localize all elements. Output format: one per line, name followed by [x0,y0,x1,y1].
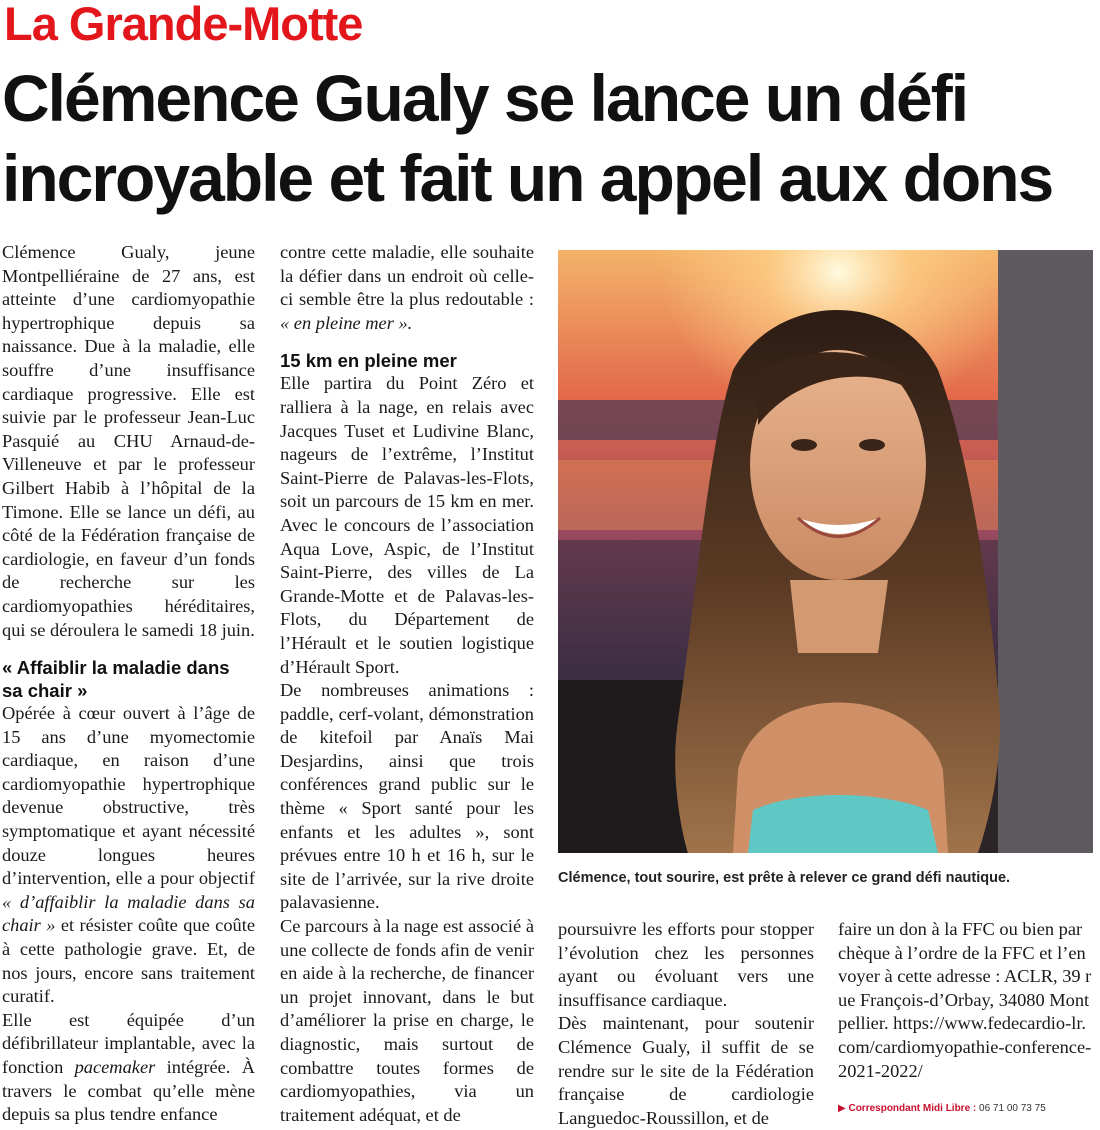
paragraph: Dès maintenant, pour soutenir Clémence Gualy, il suffit de se rendre sur le site de la Fédération française de cardiologie Languedoc-Roussillon, et de [558,1013,814,1128]
paragraph: Ce parcours à la nage est associé à une collecte de fonds afin de venir en aide à la recherche, de financer un projet innovant, dans le but d’améliorer la prise en charge, le diagnostic, mais surtout de combattre toutes formes de cardiomyopathies, via un traitement adéquat, et de [280,916,534,1125]
column-2 [280,241,534,1127]
paragraph: Clémence Gualy, jeune Montpelliéraine de 27 ans, est atteinte d’une cardiomyopathie hypertrophique depuis sa naissance. Due à la maladie, elle souffre d’une insuffisance cardiaque progressive. Elle est suivie par le professeur Jean-Luc Pasquié au CHU Arnaud-de-Villeneuve et par le professeur Gilbert Habib à l’hôpital de la Timone. Elle se lance un défi, au côté de la Fédération française de cardiologie, en faveur d’un fonds de recherche sur les cardiomyopathies héréditaires, qui se déroulera le samedi 18 juin. [2,242,255,640]
headline [2,58,1098,218]
photo-caption: Clémence, tout sourire, est prête à relever ce grand défi nautique. [558,870,1011,886]
headline-line-2: incroyable et fait un appel aux dons [2,141,1053,215]
paragraph: poursuivre les efforts pour stopper l’évolution chez les personnes ayant ou évoluant vers une insuffisance cardiaque. [558,919,814,1010]
subhead-affaiblir: « Affaiblir la maladie dans sa chair » [2,657,230,702]
paragraph: Elle partira du Point Zéro et ralliera à la nage, en relais avec Jacques Tuset et Ludivine Blanc, nageurs de l’extrême, l’Institut Saint-Pierre de Palavas-les-Flots, soit un parcours de 15 km en mer. Avec le concours de l’association Aqua Love, Aspic, de l’Institut Saint-Pierre, des villes de La Grande-Motte et de Palavas-les-Flots, du Département de l’Hérault et le soutien logistique d’Hérault Sport. [280,373,534,677]
paragraph: De nombreuses animations : paddle, cerf-volant, démonstration de kitefoil par Anaïs Mai Desjardins, ainsi que trois conférences grand public sur le thème « Sport santé pour les enfants et les adultes », sont prévues entre 10 h et 16 h, sur le site de l’arrivée, sur la rive droite palavasienne. [280,680,534,913]
headline-line-1: Clémence Gualy se lance un défi [2,61,968,135]
subhead-15km: 15 km en pleine mer [280,350,457,372]
portrait-illustration [558,250,1093,853]
paragraph: contre cette maladie, elle souhaite la défier dans un endroit où celle-ci semble être la plus redoutable : « en pleine mer ». [280,242,534,333]
paragraph: Elle est équipée d’un défibrillateur implantable, avec la fonction pacemaker intégrée. À travers le combat qu’elle mène depuis sa plus tendre enfance [2,1009,255,1125]
column-1 [2,241,255,1127]
correspondent-credit: ▶ Correspondant Midi Libre : 06 71 00 73 75 [838,1103,1046,1114]
column-3 [558,918,814,1130]
paragraph: Opérée à cœur ouvert à l’âge de 15 ans d’une myomectomie cardiaque, en raison d’une cardiomyopathie hypertrophique devenue obstructive, très symptomatique et ayant nécessité douze longues heures d’intervention, elle a pour objectif « d’affaiblir la maladie dans sa chair » et résister coûte que coûte à cette pathologie grave. Et, de nos jours, encore sans traitement curatif. [2,703,255,1007]
column-4 [838,918,1094,1083]
portrait-photo [558,250,1093,853]
paragraph: faire un don à la FFC ou bien par chèque à l’ordre de la FFC et l’envoyer à cette adresse : ACLR, 39 rue François-d’Orbay, 34080 Montpellier. https://www.fedecardio-lr.com/cardiomyopathie-conference-2021-2022/ [838,919,1092,1081]
kicker: La Grande-Motte [4,0,363,50]
